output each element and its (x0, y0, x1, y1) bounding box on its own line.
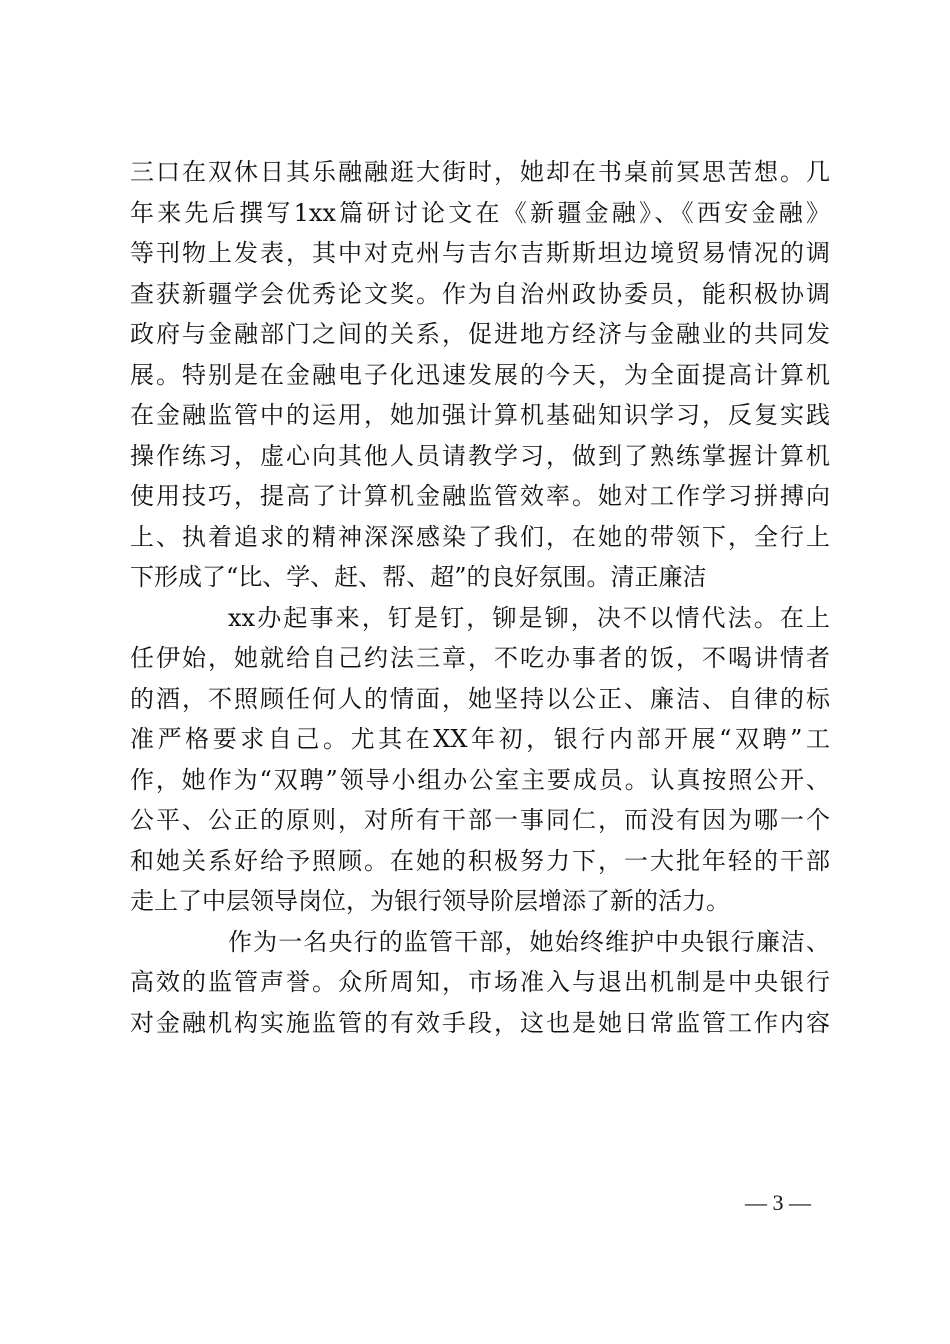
text-line: 高效的监管声誉。众所周知，市场准入与退出机制是中央银行 (130, 968, 830, 996)
text-line: 三口在双休日其乐融融逛大街时，她却在书桌前冥思苦想。几 (130, 158, 830, 186)
page-number: — 3 — (745, 1190, 811, 1215)
text-line: 作，她作为“双聘”领导小组办公室主要成员。认真按照公开、 (130, 765, 830, 794)
text-line: 使用技巧，提高了计算机金融监管效率。她对工作学习拼搏向 (130, 482, 830, 510)
body-text (130, 152, 830, 1043)
text-line: 在金融监管中的运用，她加强计算机基础知识学习，反复实践 (130, 401, 830, 429)
text-line: 任伊始，她就给自己约法三章，不吃办事者的饭，不喝讲情者 (130, 644, 830, 672)
text-line: 等刊物上发表，其中对克州与吉尔吉斯斯坦边境贸易情况的调 (130, 239, 830, 267)
text-line: 对金融机构实施监管的有效手段，这也是她日常监管工作内容 (130, 1008, 830, 1037)
text-line: 公平、公正的原则，对所有干部一事同仁，而没有因为哪一个 (130, 806, 830, 834)
text-line: 走上了中层领导岗位，为银行领导阶层增添了新的活力。 (130, 887, 730, 915)
text-line: 的酒，不照顾任何人的情面，她坚持以公正、廉洁、自律的标 (130, 684, 830, 713)
text-line: 上、执着追求的精神深深感染了我们，在她的带领下，全行上 (130, 522, 830, 551)
text-line: 政府与金融部门之间的关系，促进地方经济与金融业的共同发 (130, 320, 830, 348)
text-line: 操作练习，虚心向其他人员请教学习，做到了熟练掌握计算机 (130, 441, 830, 470)
text-line: xx办起事来，钉是钉，铆是铆，决不以情代法。在上 (228, 603, 830, 632)
text-line: 查获新疆学会优秀论文奖。作为自治州政协委员，能积极协调 (130, 279, 830, 308)
text-line: 准严格要求自己。尤其在XX年初，银行内部开展“双聘”工 (130, 725, 830, 753)
text-line: 下形成了“比、学、赶、帮、超”的良好氛围。清正廉洁 (130, 563, 707, 591)
text-line: 作为一名央行的监管干部，她始终维护中央银行廉洁、 (228, 927, 830, 956)
text-line: 和她关系好给予照顾。在她的积极努力下，一大批年轻的干部 (130, 846, 830, 875)
text-line: 展。特别是在金融电子化迅速发展的今天，为全面提高计算机 (130, 360, 830, 389)
text-line: 年来先后撰写1xx篇研讨论文在《新疆金融》、《西安金融》 (130, 198, 830, 227)
